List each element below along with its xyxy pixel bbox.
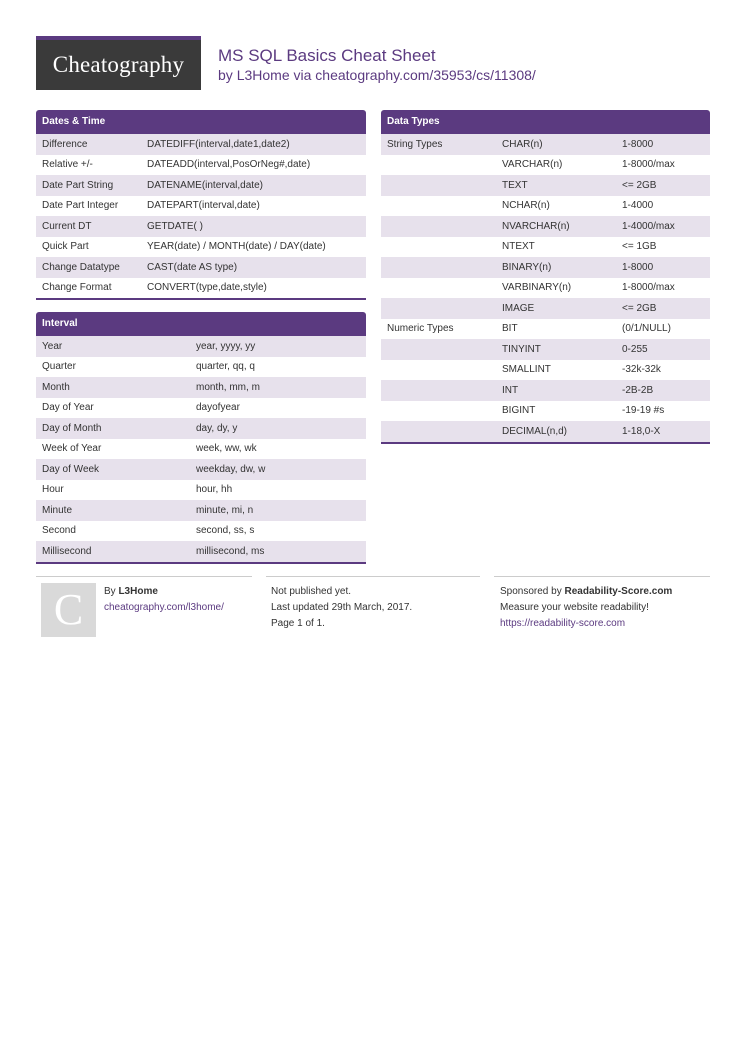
table-cell: SMALLINT xyxy=(502,364,551,376)
sponsor-url xyxy=(500,618,625,629)
table-cell: <= 2GB xyxy=(622,179,657,191)
table-row xyxy=(381,360,710,381)
sheet-url-link[interactable]: cheatography.com/35953/cs/11308/ xyxy=(315,67,536,83)
table-row xyxy=(381,401,710,422)
by-label: By xyxy=(104,586,116,597)
table-row xyxy=(381,237,710,258)
by-prefix: by xyxy=(218,67,233,83)
table-cell: Year xyxy=(42,340,63,352)
section-heading: Data Types xyxy=(381,110,710,134)
table-row xyxy=(36,216,366,237)
table-cell: CAST(date AS type) xyxy=(147,261,238,273)
table-cell: Date Part Integer xyxy=(42,200,119,212)
table-row xyxy=(381,298,710,319)
table-cell: Day of Month xyxy=(42,422,102,434)
table-cell: TEXT xyxy=(502,179,528,191)
table-cell: BIT xyxy=(502,323,518,335)
page-count: Page 1 of 1. xyxy=(271,618,325,629)
sponsor-prefix: Sponsored by xyxy=(500,586,562,597)
sponsor-line xyxy=(500,586,672,597)
footer-divider xyxy=(266,576,480,577)
footer-author xyxy=(104,586,158,597)
table-cell: YEAR(date) / MONTH(date) / DAY(date) xyxy=(147,241,326,253)
table-row xyxy=(36,357,366,378)
table-cell: Current DT xyxy=(42,220,92,232)
table-cell: Relative +/- xyxy=(42,159,93,171)
table-cell: -32k-32k xyxy=(622,364,661,376)
avatar-letter: C xyxy=(53,585,84,634)
table-cell: millisecond, ms xyxy=(196,545,265,557)
table-cell: hour, hh xyxy=(196,484,233,496)
data-types-rows xyxy=(381,134,710,444)
table-row xyxy=(36,521,366,542)
author-avatar[interactable] xyxy=(41,583,96,637)
table-row xyxy=(381,380,710,401)
table-cell: NTEXT xyxy=(502,241,535,253)
table-cell: DATEDIFF(interval,date1,date2) xyxy=(147,138,290,150)
table-cell: DATENAME(interval,date) xyxy=(147,179,263,191)
table-cell: <= 2GB xyxy=(622,302,657,314)
page-title: MS SQL Basics Cheat Sheet xyxy=(218,46,436,65)
table-row xyxy=(381,134,710,155)
table-cell: Date Part String xyxy=(42,179,114,191)
table-cell: minute, mi, n xyxy=(196,504,254,516)
table-row xyxy=(36,134,366,155)
table-cell: GETDATE( ) xyxy=(147,220,203,232)
table-cell: 1-4000 xyxy=(622,200,654,212)
table-cell: 0-255 xyxy=(622,343,648,355)
table-row xyxy=(381,155,710,176)
table-cell: -2B-2B xyxy=(622,384,654,396)
table-cell: NVARCHAR(n) xyxy=(502,220,570,232)
table-cell: Millisecond xyxy=(42,545,92,557)
table-cell: VARBINARY(n) xyxy=(502,282,572,294)
section-heading: Dates & Time xyxy=(36,110,366,134)
table-cell: Minute xyxy=(42,504,73,516)
table-cell: Week of Year xyxy=(42,443,102,455)
table-row xyxy=(381,319,710,340)
table-row xyxy=(36,278,366,299)
table-cell: Change Datatype xyxy=(42,261,120,273)
table-row xyxy=(36,175,366,196)
table-cell: NCHAR(n) xyxy=(502,200,550,212)
table-row xyxy=(36,398,366,419)
interval-rows xyxy=(36,336,366,564)
table-row xyxy=(36,480,366,501)
sponsor-name: Readability-Score.com xyxy=(564,586,673,597)
table-row xyxy=(381,216,710,237)
section-heading: Interval xyxy=(36,312,366,336)
table-cell: Difference xyxy=(42,138,88,150)
table-cell: Day of Year xyxy=(42,402,94,414)
via-text: via xyxy=(293,67,312,83)
last-updated: Last updated 29th March, 2017. xyxy=(271,602,413,613)
table-cell: VARCHAR(n) xyxy=(502,159,563,171)
table-cell: 1-8000 xyxy=(622,261,654,273)
table-cell: BINARY(n) xyxy=(502,261,552,273)
footer-divider xyxy=(36,576,252,577)
table-cell: Day of Week xyxy=(42,463,100,475)
author-link[interactable]: L3Home xyxy=(236,67,290,83)
interval-section xyxy=(36,312,366,564)
table-cell: CHAR(n) xyxy=(502,138,543,150)
table-row xyxy=(381,196,710,217)
table-cell: 1-8000 xyxy=(622,138,654,150)
table-row xyxy=(381,278,710,299)
table-row xyxy=(36,155,366,176)
table-cell: DATEADD(interval,PosOrNeg#,date) xyxy=(147,159,311,171)
author-profile-link[interactable]: cheatography.com/l3home/ xyxy=(104,602,224,613)
table-row xyxy=(36,237,366,258)
data-types-section xyxy=(381,110,710,444)
table-cell: INT xyxy=(502,384,519,396)
table-cell: 1-4000/max xyxy=(622,220,675,232)
table-cell: TINYINT xyxy=(502,343,541,355)
table-cell: Change Format xyxy=(42,282,112,294)
table-cell: 1-8000/max xyxy=(622,159,675,171)
table-cell: IMAGE xyxy=(502,302,535,314)
dates-time-section xyxy=(36,110,366,300)
table-cell: BIGINT xyxy=(502,405,536,417)
table-row xyxy=(36,541,366,562)
table-row xyxy=(36,196,366,217)
table-row xyxy=(381,175,710,196)
published-status: Not published yet. xyxy=(271,586,352,597)
table-cell: CONVERT(type,date,style) xyxy=(147,282,267,294)
table-cell: weekday, dw, w xyxy=(196,463,266,475)
table-row xyxy=(36,459,366,480)
table-cell: <= 1GB xyxy=(622,241,657,253)
table-row xyxy=(36,336,366,357)
table-cell: dayofyear xyxy=(196,402,240,414)
sponsor-link[interactable]: https://readability-score.com xyxy=(500,618,626,629)
table-cell: DECIMAL(n,d) xyxy=(502,425,568,437)
table-row xyxy=(381,257,710,278)
table-row xyxy=(36,257,366,278)
cheatography-logo[interactable] xyxy=(36,36,201,90)
table-cell: year, yyyy, yy xyxy=(196,340,256,352)
table-row xyxy=(381,421,710,442)
table-cell: (0/1/NULL) xyxy=(622,323,671,335)
table-cell: Numeric Types xyxy=(387,323,454,335)
logo-text: Cheatography xyxy=(52,52,185,77)
byline xyxy=(218,67,536,83)
table-cell: Hour xyxy=(42,484,64,496)
footer-author-name: L3Home xyxy=(118,586,158,597)
table-cell: -19-19 #s xyxy=(622,405,665,417)
footer-divider xyxy=(494,576,710,577)
table-cell: day, dy, y xyxy=(196,422,238,434)
footer-author-url xyxy=(104,602,224,613)
table-cell: month, mm, m xyxy=(196,381,260,393)
table-cell: 1-18,0-X xyxy=(622,425,661,437)
table-cell: Quick Part xyxy=(42,241,89,253)
table-cell: second, ss, s xyxy=(196,525,255,537)
table-cell: Quarter xyxy=(42,361,76,373)
sponsor-tagline: Measure your website readability! xyxy=(500,602,649,613)
table-row xyxy=(36,377,366,398)
table-cell: week, ww, wk xyxy=(196,443,257,455)
table-cell: Month xyxy=(42,381,70,393)
dates-time-rows xyxy=(36,134,366,300)
table-row xyxy=(381,339,710,360)
table-cell: 1-8000/max xyxy=(622,282,675,294)
table-row xyxy=(36,500,366,521)
table-cell: quarter, qq, q xyxy=(196,361,255,373)
table-row xyxy=(36,418,366,439)
table-row xyxy=(36,439,366,460)
table-cell: String Types xyxy=(387,138,443,150)
table-cell: DATEPART(interval,date) xyxy=(147,200,260,212)
table-cell: Second xyxy=(42,525,76,537)
